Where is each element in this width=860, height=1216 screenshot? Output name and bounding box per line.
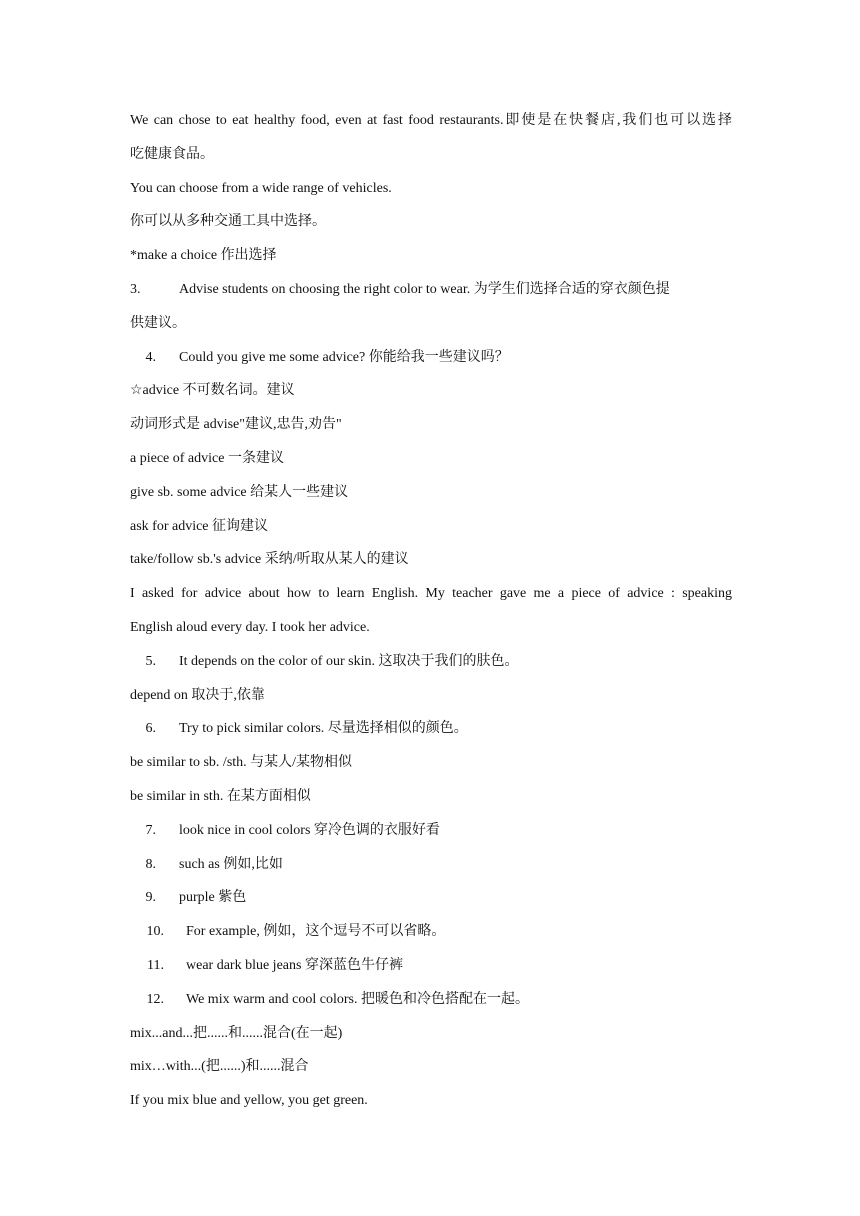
numbered-item [130, 814, 732, 848]
item-number: 9. [145, 890, 156, 906]
document-body [130, 104, 732, 1118]
numbered-item [130, 645, 732, 679]
numbered-item [130, 341, 732, 375]
paragraph-line: We can chose to eat healthy food, even at fast food restaurants.即使是在快餐店,我们也可以选择 [130, 113, 732, 128]
numbered-item [130, 848, 732, 882]
item-number: 5. [145, 653, 156, 669]
paragraph-line: ☆advice 不可数名词。建议 [130, 383, 295, 399]
item-number: 7. [145, 822, 156, 838]
item-text: wear dark blue jeans 穿深蓝色牛仔裤 [186, 957, 403, 973]
numbered-item [130, 983, 732, 1017]
item-number: 10. [146, 924, 164, 940]
numbered-item [130, 273, 732, 307]
item-text: such as 例如,比如 [179, 856, 283, 872]
paragraph-line: give sb. some advice 给某人一些建议 [130, 484, 349, 500]
numbered-item [130, 712, 732, 746]
item-text: Try to pick similar colors. 尽量选择相似的颜色。 [179, 721, 468, 737]
paragraph-line: be similar to sb. /sth. 与某人/某物相似 [130, 755, 353, 771]
paragraph-line: If you mix blue and yellow, you get green. [130, 1093, 368, 1109]
item-text: Advise students on choosing the right color to wear. 为学生们选择合适的穿衣颜色提 [179, 281, 670, 297]
item-number: 4. [145, 349, 156, 365]
paragraph-line: 供建议。 [130, 315, 186, 331]
item-number: 8. [145, 856, 156, 872]
item-text: Could you give me some advice? 你能给我一些建议吗？ [179, 349, 509, 365]
paragraph-line: take/follow sb.'s advice 采纳/听取从某人的建议 [130, 552, 409, 568]
numbered-item [130, 915, 732, 949]
numbered-item [130, 949, 732, 983]
paragraph-line: a piece of advice 一条建议 [130, 450, 284, 466]
item-text: purple 紫色 [179, 890, 247, 906]
paragraph-line: English aloud every day. I took her advice. [130, 619, 370, 635]
paragraph-line: mix…with...(把......)和......混合 [130, 1059, 309, 1075]
paragraph-line: be similar in sth. 在某方面相似 [130, 788, 311, 804]
paragraph-line: 动词形式是 advise"建议,忠告,劝告" [130, 417, 342, 433]
paragraph-line: *make a choice 作出选择 [130, 248, 277, 264]
paragraph-line: 你可以从多种交通工具中选择。 [130, 214, 326, 230]
item-number: 12. [146, 991, 164, 1007]
paragraph-line: depend on 取决于,依靠 [130, 687, 265, 703]
item-text: It depends on the color of our skin. 这取决于我们的肤色。 [179, 653, 519, 669]
item-number: 6. [145, 721, 156, 737]
paragraph-line: 吃健康食品。 [130, 146, 214, 162]
paragraph-line: I asked for advice about how to learn English. My teacher gave me a piece of advice : speaking [130, 586, 732, 602]
numbered-item [130, 881, 732, 915]
item-number: 11. [147, 957, 164, 973]
item-text: For example, 例如，这个逗号不可以省略。 [186, 924, 446, 940]
paragraph-line: mix...and...把......和......混合(在一起) [130, 1025, 343, 1041]
paragraph-line: ask for advice 征询建议 [130, 518, 269, 534]
paragraph-line: You can choose from a wide range of vehicles. [130, 180, 392, 196]
item-text: look nice in cool colors 穿冷色调的衣服好看 [179, 822, 440, 838]
item-number: 3. [130, 281, 141, 297]
item-text: We mix warm and cool colors. 把暖色和冷色搭配在一起。 [186, 991, 529, 1007]
